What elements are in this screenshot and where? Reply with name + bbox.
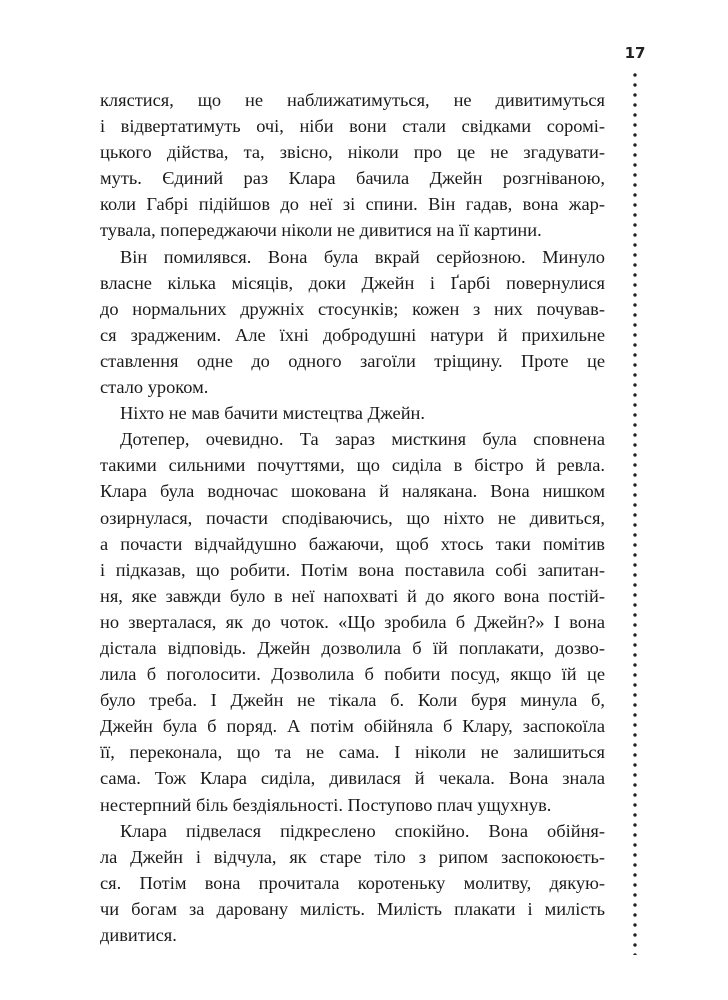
text-line: Джейн була б поряд. А потім обійняла б Клару, заспокоїла [100, 716, 605, 737]
text-line: і підказав, що робити. Потім вона поставила собі запитан- [100, 559, 605, 580]
text-line: і відвертатимуть очі, ніби вони стали свідками соромі- [100, 116, 605, 137]
text-line: Клара підвелася підкреслено спокійно. Вона обійня- [120, 820, 605, 841]
text-line: ставлення одне до одного загоїли тріщину. Проте це [100, 350, 605, 371]
text-line: власне кілька місяців, доки Джейн і Ґарбі повернулися [100, 272, 605, 293]
text-line: її, переконала, що та не сама. І ніколи не залишиться [100, 742, 605, 763]
text-line: нестерпний біль бездіяльності. Поступово плач ущухнув. [100, 794, 552, 815]
text-line: тувала, попереджаючи ніколи не дивитися на її картини. [100, 220, 542, 241]
text-line: дивитися. [100, 925, 177, 945]
text-line: коли Габрі підійшов до неї зі спини. Він гадав, вона жар- [100, 194, 605, 215]
text-line: до нормальних дружніх стосунків; кожен з них почував- [100, 298, 605, 319]
text-line: озирнулася, почасти сподіваючись, що ніхто не дивиться, [100, 507, 605, 528]
text-line: но зверталася, як до чоток. «Що зробила б Джейн?» І вона [100, 611, 605, 632]
text-line: Ніхто не мав бачити мистецтва Джейн. [120, 403, 425, 424]
body-text [100, 87, 605, 948]
text-line: муть. Єдиний раз Клара бачила Джейн розгніваною, [100, 168, 605, 189]
text-line: ся зрадженим. Але їхні добродушні натури й прихильне [100, 324, 605, 345]
text-line: було треба. І Джейн не тікала б. Коли буря минула б, [100, 690, 605, 711]
text-line: стало уроком. [100, 377, 209, 398]
text-line: сама. Тож Клара сиділа, дивилася й чекала. Вона знала [100, 768, 605, 789]
text-line: чи богам за даровану милість. Милість плакати і милість [100, 898, 605, 919]
text-line: ла Джейн і відчула, як старе тіло з рипом заспокоюєть- [100, 846, 605, 867]
text-line: цького дійства, та, звісно, ніколи про це не згадувати- [100, 142, 605, 163]
text-line: Він помилявся. Вона була вкрай серйозною. Минуло [120, 246, 605, 267]
text-line: ня, яке завжди було в неї напохваті й до якого вона постій- [100, 585, 605, 606]
page-number: 17 [624, 44, 646, 62]
text-line: лила б поголосити. Дозволила б побити посуд, якщо їй це [100, 664, 605, 685]
text-line: дістала відповідь. Джейн дозволила б їй поплакати, дозво- [100, 637, 605, 658]
text-line: ся. Потім вона прочитала коротеньку молитву, дякую- [100, 872, 605, 893]
text-line: такими сильними почуттями, що сиділа в бістро й ревла. [100, 455, 605, 476]
text-line: Дотепер, очевидно. Та зараз мисткиня була сповнена [120, 429, 605, 450]
text-line: Клара була водночас шокована й налякана. Вона нишком [100, 481, 605, 502]
text-line: а почасти відчайдушно бажаючи, щоб хтось таки помітив [100, 533, 605, 554]
dotted-margin-rule [633, 70, 637, 955]
text-line: клястися, що не наближатимуться, не дивитимуться [100, 90, 605, 110]
